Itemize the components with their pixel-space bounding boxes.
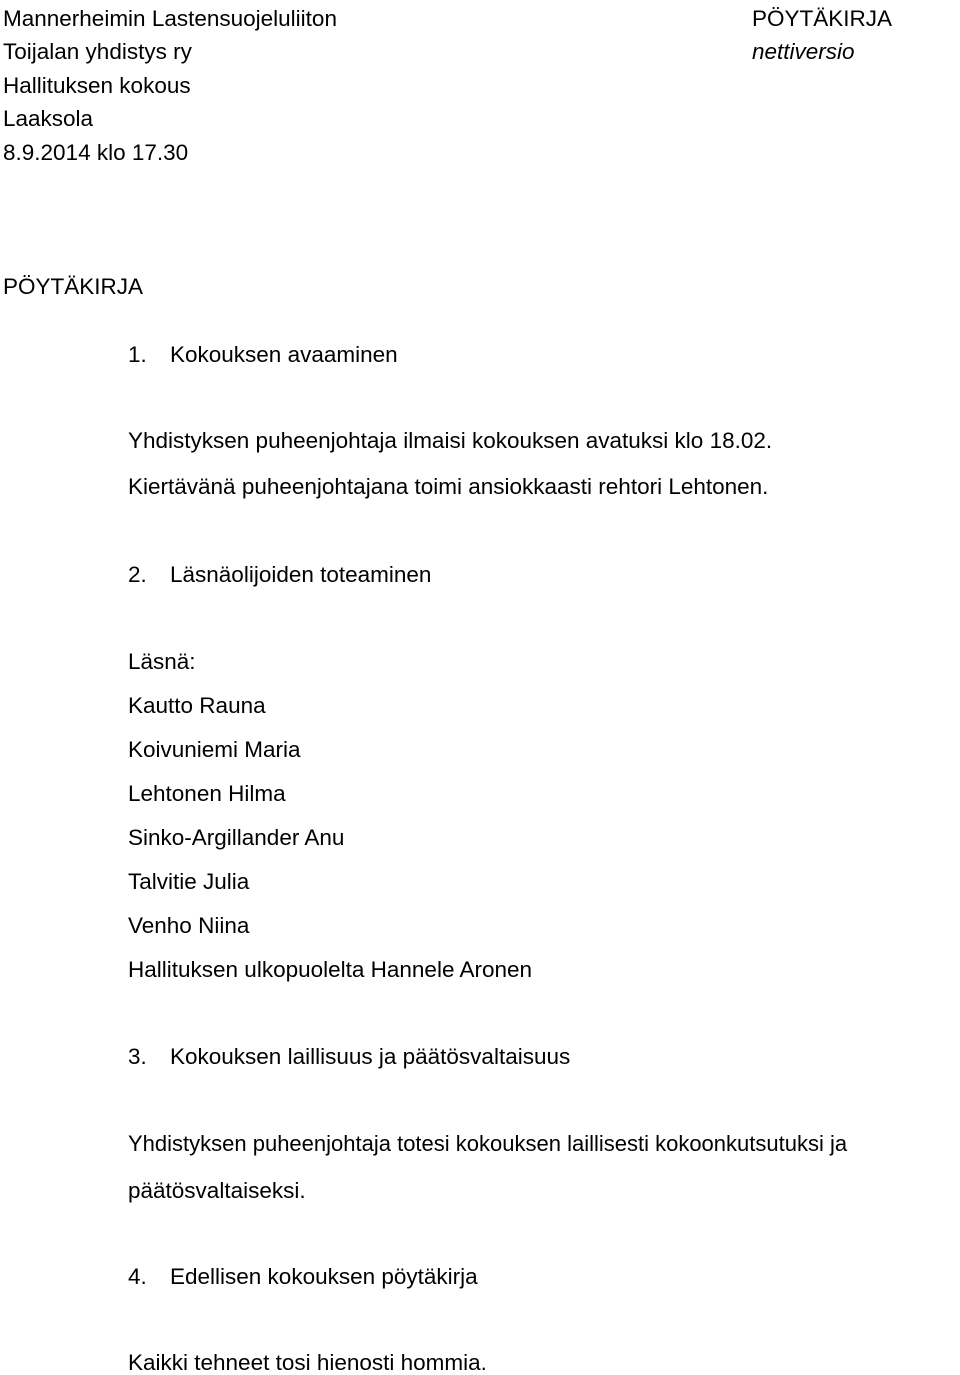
attendee: Sinko-Argillander Anu xyxy=(128,825,345,850)
section-number: 1. xyxy=(128,342,147,367)
section-body-line: Kaikki tehneet tosi hienosti hommia. xyxy=(128,1350,487,1375)
meeting-location: Laaksola xyxy=(3,106,94,131)
attendee: Lehtonen Hilma xyxy=(128,781,286,806)
attendee: Kautto Rauna xyxy=(128,693,266,718)
section-title: Kokouksen avaaminen xyxy=(170,342,398,367)
meeting-datetime: 8.9.2014 klo 17.30 xyxy=(3,140,189,165)
section-body-line: Kiertävänä puheenjohtajana toimi ansiokkaasti rehtori Lehtonen. xyxy=(128,474,769,499)
association-name: Toijalan yhdistys ry xyxy=(3,39,192,64)
section-title: Edellisen kokouksen pöytäkirja xyxy=(170,1264,478,1289)
meeting-type: Hallituksen kokous xyxy=(3,73,191,98)
org-name: Mannerheimin Lastensuojeluliiton xyxy=(3,6,337,31)
section-number: 4. xyxy=(128,1264,147,1289)
attendee: Talvitie Julia xyxy=(128,869,250,894)
section-title: Läsnäolijoiden toteaminen xyxy=(170,562,432,587)
section-number: 3. xyxy=(128,1044,147,1069)
section-number: 2. xyxy=(128,562,147,587)
attendee: Venho Niina xyxy=(128,913,250,938)
section-heading xyxy=(128,564,431,587)
section-heading xyxy=(128,344,398,367)
section-title: Kokouksen laillisuus ja päätösvaltaisuus xyxy=(170,1044,571,1069)
doc-type: PÖYTÄKIRJA xyxy=(752,6,893,31)
doc-version: nettiversio xyxy=(752,39,855,64)
document-title: PÖYTÄKIRJA xyxy=(3,274,144,299)
attendee: Hallituksen ulkopuolelta Hannele Aronen xyxy=(128,957,533,982)
attendee: Koivuniemi Maria xyxy=(128,737,301,762)
section-body-line: päätösvaltaiseksi. xyxy=(128,1178,306,1203)
section-body-line: Yhdistyksen puheenjohtaja ilmaisi kokouksen avatuksi klo 18.02. xyxy=(128,428,773,453)
present-label: Läsnä: xyxy=(128,649,196,674)
section-heading xyxy=(128,1266,478,1289)
section-body-line: Yhdistyksen puheenjohtaja totesi kokouksen laillisesti kokoonkutsutuksi ja xyxy=(128,1131,848,1156)
section-heading xyxy=(128,1046,570,1069)
